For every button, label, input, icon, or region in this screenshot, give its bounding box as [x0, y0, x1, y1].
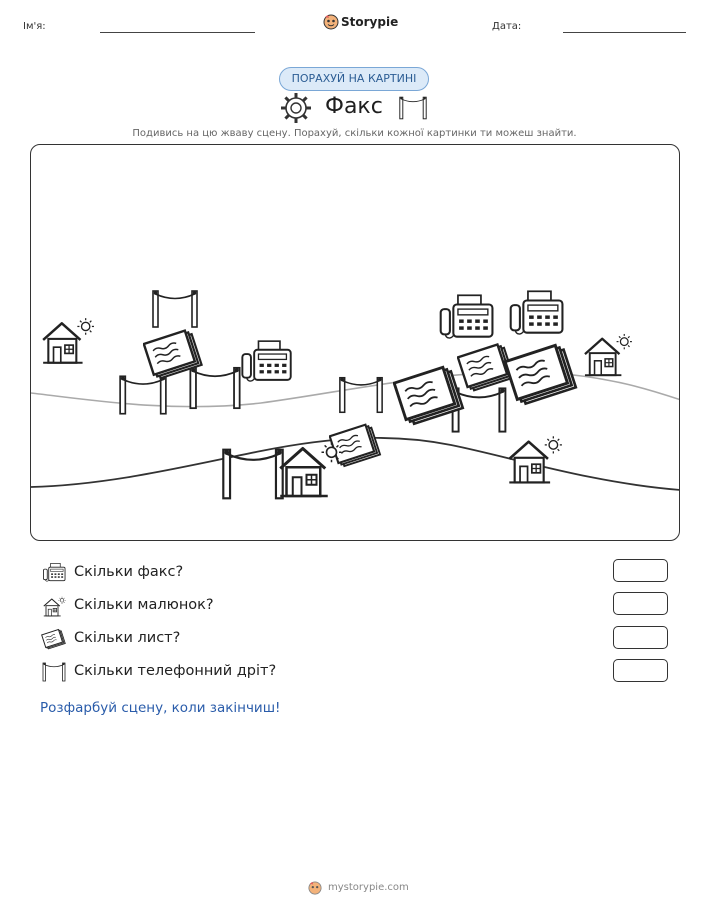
- answer-box-fax[interactable]: [613, 559, 668, 582]
- date-label: Дата:: [492, 21, 522, 32]
- instructions: Подивись на цю жваву сцену. Порахуй, скільки кожної картинки ти можеш знайти.: [132, 128, 577, 139]
- question-letter: Скільки лист?: [74, 630, 181, 646]
- worksheet-type-badge: ПОРАХУЙ НА КАРТИНІ: [279, 67, 429, 91]
- answer-box-telephone-wire[interactable]: [613, 659, 668, 682]
- telephone-wire-icon: [340, 378, 382, 413]
- letter-icon: [41, 628, 67, 650]
- storypie-footer-icon: [308, 880, 322, 894]
- telephone-wire-icon: [190, 368, 239, 408]
- telephone-wire-icon: [453, 388, 506, 431]
- telephone-wire-icon: [120, 376, 166, 413]
- question-telephone-wire: Скільки телефонний дріт?: [74, 663, 277, 679]
- name-label: Ім'я:: [23, 21, 46, 32]
- telephone-wire-icon: [223, 450, 282, 499]
- fax-icon: [42, 562, 66, 582]
- fax-icon: [441, 295, 493, 338]
- telephone-wire-icon: [153, 291, 197, 327]
- house-icon: [43, 318, 94, 363]
- question-fax: Скільки факс?: [74, 564, 184, 580]
- scene-illustration: [31, 145, 680, 541]
- telephone-wire-icon: [398, 96, 428, 120]
- house-icon: [42, 596, 66, 618]
- fax-icon: [511, 291, 563, 334]
- page-title: Факс: [325, 94, 383, 119]
- fax-icon: [242, 341, 290, 381]
- gear-icon: [280, 92, 312, 124]
- answer-box-house[interactable]: [613, 592, 668, 615]
- coloring-instruction: Розфарбуй сцену, коли закінчиш!: [40, 700, 281, 716]
- date-field[interactable]: [563, 32, 686, 33]
- letter-icon: [330, 423, 380, 467]
- name-field[interactable]: [100, 32, 255, 33]
- storypie-logo-icon: [323, 14, 339, 30]
- house-icon: [585, 334, 632, 375]
- letter-icon: [505, 343, 576, 405]
- question-house: Скільки малюнок?: [74, 597, 214, 613]
- telephone-wire-icon: [41, 662, 67, 682]
- counting-scene: [30, 144, 680, 541]
- logo-text: Storypie: [341, 15, 399, 29]
- footer-url[interactable]: mystorypie.com: [328, 882, 409, 893]
- house-icon: [509, 436, 562, 482]
- answer-box-letter[interactable]: [613, 626, 668, 649]
- house-icon: [280, 442, 341, 496]
- letter-icon: [458, 343, 514, 392]
